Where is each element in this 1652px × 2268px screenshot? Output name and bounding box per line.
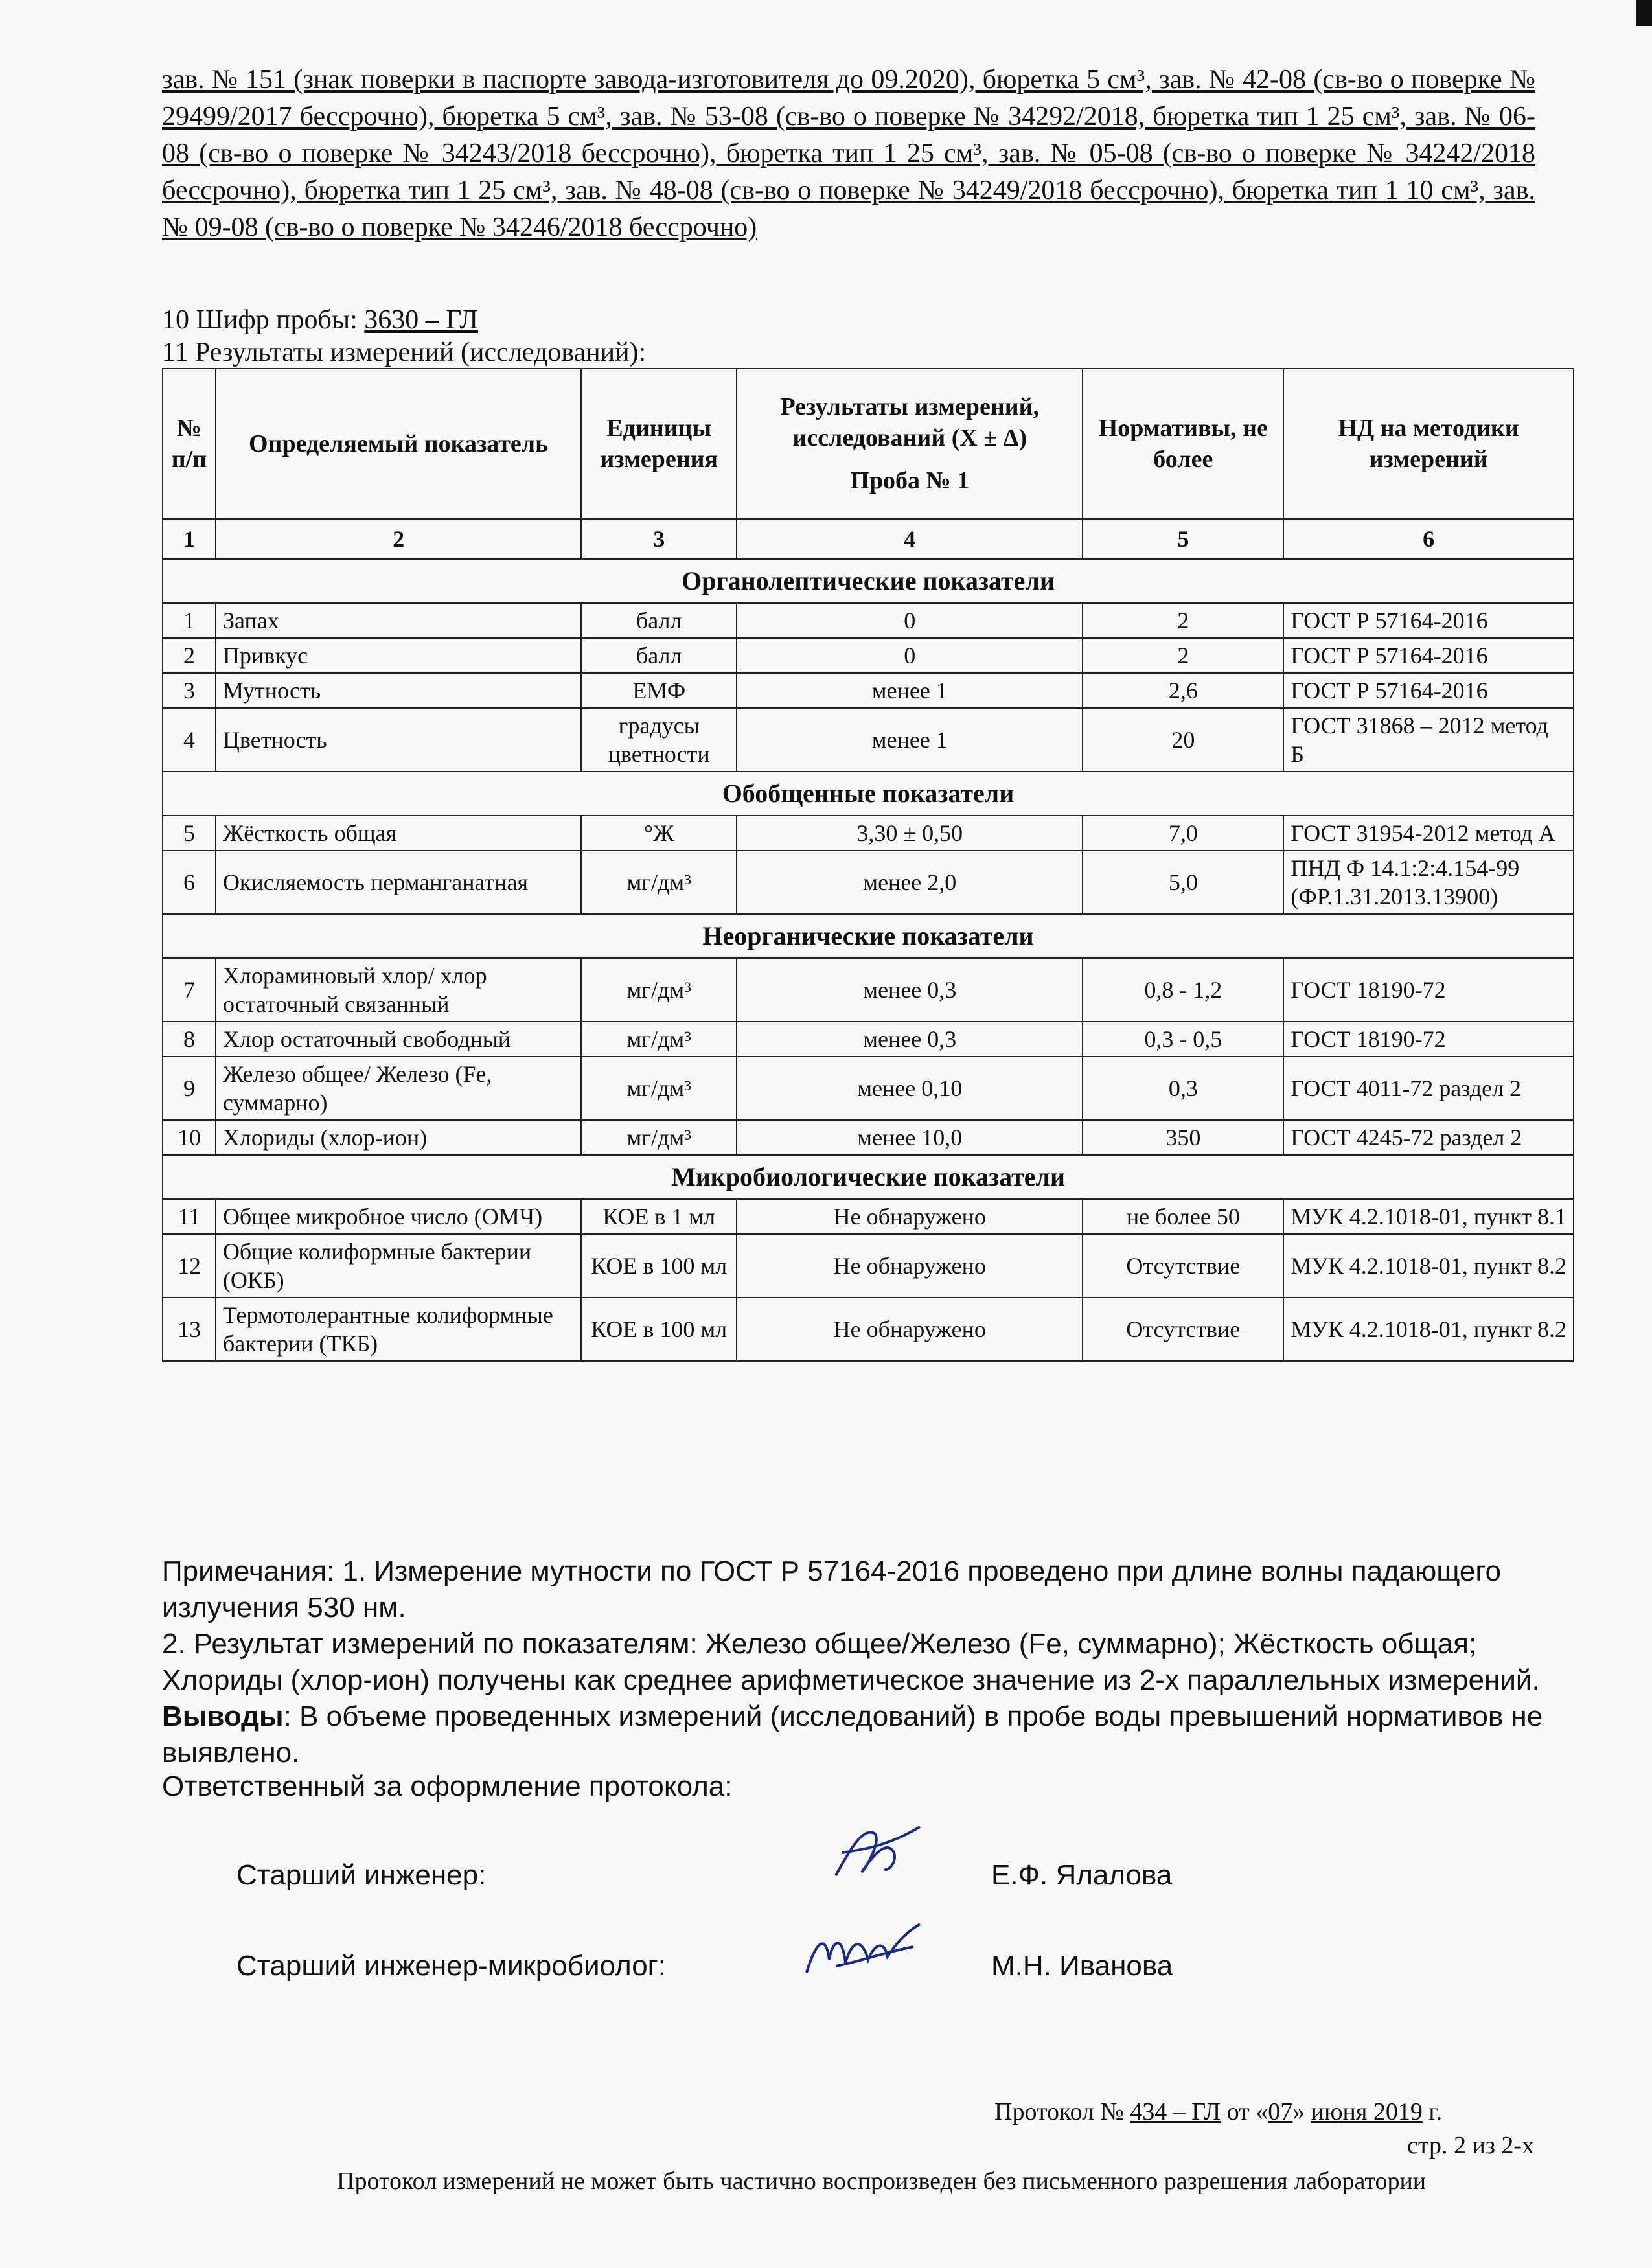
indicator-name: Хлораминовый хлор/ хлор остаточный связанный [216,958,581,1022]
header-sample-label: Проба № 1 [850,467,970,494]
indicator-name: Запах [216,603,581,638]
result-cell: Не обнаружено [737,1199,1083,1234]
conclusion-text: : В объеме проведенных измерений (исследований) в пробе воды превышений нормативов не выявлено. [162,1701,1543,1769]
result-cell: 0 [737,638,1083,673]
method-cell: МУК 4.2.1018-01, пункт 8.1 [1283,1199,1574,1234]
signatory-name-2: М.Н. Иванова [991,1950,1173,1982]
row-number: 8 [163,1022,216,1057]
unit-cell: мг/дм³ [581,1120,737,1155]
table-row [163,603,1574,638]
unit-cell: мг/дм³ [581,1057,737,1120]
protocol-mid: » [1292,2098,1311,2125]
method-cell: ГОСТ Р 57164-2016 [1283,603,1574,638]
notes-block [162,1553,1555,1771]
section-header-row [163,772,1574,816]
table-row [163,673,1574,708]
indicator-name: Мутность [216,673,581,708]
disclaimer: Протокол измерений не может быть частично воспроизведен без письменного разрешения лаборатории [337,2168,1427,2195]
norm-cell: 2 [1083,638,1283,673]
protocol-from: от « [1221,2098,1268,2125]
norm-cell: 20 [1083,708,1283,772]
row-number: 13 [163,1298,216,1361]
protocol-prefix: Протокол № [994,2098,1130,2125]
row-number: 10 [163,1120,216,1155]
table-row [163,816,1574,851]
indicator-name: Хлориды (хлор-ион) [216,1120,581,1155]
signatory-name-1: Е.Ф. Ялалова [991,1859,1173,1891]
results-table-body [163,559,1574,1361]
unit-cell: КОЕ в 100 мл [581,1298,737,1361]
indicator-name: Привкус [216,638,581,673]
norm-cell: Отсутствие [1083,1234,1283,1298]
method-cell: ГОСТ Р 57164-2016 [1283,638,1574,673]
unit-cell: балл [581,603,737,638]
row-number: 5 [163,816,216,851]
method-cell: ПНД Ф 14.1:2:4.154-99 (ФР.1.31.2013.13900) [1283,851,1574,914]
method-cell: ГОСТ 4245-72 раздел 2 [1283,1120,1574,1155]
indicator-name: Общие колиформные бактерии (ОКБ) [216,1234,581,1298]
result-cell: менее 0,3 [737,1022,1083,1057]
norm-cell: 350 [1083,1120,1283,1155]
header-indicator: Определяемый показатель [216,369,581,519]
row-number: 6 [163,851,216,914]
signatory-role-1: Старший инженер: [236,1859,487,1891]
norm-cell: 2,6 [1083,673,1283,708]
row-number: 4 [163,708,216,772]
indicator-name: Цветность [216,708,581,772]
section-title: Органолептические показатели [163,559,1574,603]
protocol-reference [994,2098,1442,2126]
norm-cell: 0,3 - 0,5 [1083,1022,1283,1057]
table-row [163,638,1574,673]
indicator-name: Жёсткость общая [216,816,581,851]
edge-mark [1636,0,1652,26]
table-row [163,1298,1574,1361]
unit-cell: КОЕ в 1 мл [581,1199,737,1234]
responsible-label: Ответственный за оформление протокола: [162,1770,733,1802]
method-cell: ГОСТ Р 57164-2016 [1283,673,1574,708]
note-2: 2. Результат измерений по показателям: Железо общее/Железо (Fe, суммарно); Жёсткость общая; Хлориды (хлор-ион) получены как среднее арифметическое значение из 2-х параллельных измерений. [162,1628,1540,1696]
unit-cell: мг/дм³ [581,851,737,914]
norm-cell: 0,3 [1083,1057,1283,1120]
results-heading: 11 Результаты измерений (исследований): [162,338,647,367]
header-num: № п/п [163,369,216,519]
table-row [163,1120,1574,1155]
protocol-year: 2019 [1367,2098,1423,2125]
column-number: 1 [163,519,216,559]
indicator-name: Окисляемость перманганатная [216,851,581,914]
column-numbers-row [163,519,1574,559]
equipment-text: зав. № 151 (знак поверки в паспорте завода-изготовителя до 09.2020), бюретка 5 см³, зав. № 42-08 (св-во о поверке № 29499/2017 бессрочно), бюретка 5 см³, зав. № 53-08 (св-во о поверке № 34292/2018, бюретка тип 1 25 см³, зав. № 06-08 (св-во о поверке № 34243/2018 бессрочно), бюретка тип 1 25 см³, зав. № 05-08 (св-во о поверке № 34242/2018 бессрочно), бюретка тип 1 25 см³, зав. № 48-08 (св-во о поверке № 34249/2018 бессрочно), бюретка тип 1 10 см³, зав. № 09-08 (св-во о поверке № 34246/2018 бессрочно) [162,65,1535,242]
section-title: Неорганические показатели [163,914,1574,958]
method-cell: МУК 4.2.1018-01, пункт 8.2 [1283,1234,1574,1298]
section-header-row [163,559,1574,603]
unit-cell: ЕМФ [581,673,737,708]
section-title: Микробиологические показатели [163,1155,1574,1199]
row-number: 9 [163,1057,216,1120]
protocol-suffix: г. [1422,2098,1443,2125]
method-cell: ГОСТ 31868 – 2012 метод Б [1283,708,1574,772]
section-header-row [163,914,1574,958]
row-number: 11 [163,1199,216,1234]
signature-1 [823,1814,933,1892]
table-row [163,1022,1574,1057]
note-1: Примечания: 1. Измерение мутности по ГОСТ Р 57164-2016 проведено при длине волны падающего излучения 530 нм. [162,1555,1501,1623]
table-row [163,708,1574,772]
result-cell: менее 1 [737,673,1083,708]
header-units: Единицы измерения [581,369,737,519]
section-header-row [163,1155,1574,1199]
indicator-name: Термотолерантные колиформные бактерии (ТКБ) [216,1298,581,1361]
row-number: 12 [163,1234,216,1298]
signature-2 [797,1914,926,1986]
header-norm: Нормативы, не более [1083,369,1283,519]
norm-cell: 2 [1083,603,1283,638]
conclusion-label: Выводы [162,1701,284,1732]
table-row [163,958,1574,1022]
header-method: НД на методики измерений [1283,369,1574,519]
unit-cell: °Ж [581,816,737,851]
unit-cell: балл [581,638,737,673]
method-cell: ГОСТ 18190-72 [1283,1022,1574,1057]
result-cell: Не обнаружено [737,1298,1083,1361]
indicator-name: Общее микробное число (ОМЧ) [216,1199,581,1234]
column-number: 5 [1083,519,1283,559]
row-number: 2 [163,638,216,673]
sample-code-label: 10 Шифр пробы: [162,305,358,335]
result-cell: менее 1 [737,708,1083,772]
page-number: стр. 2 из 2-х [1407,2132,1534,2159]
method-cell: ГОСТ 31954-2012 метод А [1283,816,1574,851]
row-number: 1 [163,603,216,638]
row-number: 3 [163,673,216,708]
column-number: 6 [1283,519,1574,559]
sample-code-line [162,303,478,337]
method-cell: МУК 4.2.1018-01, пункт 8.2 [1283,1298,1574,1361]
results-table [162,368,1574,1362]
norm-cell: Отсутствие [1083,1298,1283,1361]
norm-cell: 5,0 [1083,851,1283,914]
result-cell: менее 2,0 [737,851,1083,914]
table-row [163,1234,1574,1298]
header-results-label: Результаты измерений, исследований (X ± Δ) [780,393,1040,452]
column-number: 4 [737,519,1083,559]
protocol-number: 434 – ГЛ [1130,2098,1221,2125]
result-cell: Не обнаружено [737,1234,1083,1298]
indicator-name: Железо общее/ Железо (Fe, суммарно) [216,1057,581,1120]
header-results [737,369,1083,519]
indicator-name: Хлор остаточный свободный [216,1022,581,1057]
table-row [163,1057,1574,1120]
result-cell: менее 10,0 [737,1120,1083,1155]
sample-code-value: 3630 – ГЛ [364,305,478,335]
unit-cell: КОЕ в 100 мл [581,1234,737,1298]
table-row [163,851,1574,914]
unit-cell: градусы цветности [581,708,737,772]
column-number: 3 [581,519,737,559]
norm-cell: 7,0 [1083,816,1283,851]
conclusion [162,1699,1555,1771]
protocol-month: июня [1311,2098,1368,2125]
method-cell: ГОСТ 4011-72 раздел 2 [1283,1057,1574,1120]
result-cell: менее 0,3 [737,958,1083,1022]
result-cell: менее 0,10 [737,1057,1083,1120]
unit-cell: мг/дм³ [581,958,737,1022]
protocol-day: 07 [1268,2098,1293,2125]
result-cell: 3,30 ± 0,50 [737,816,1083,851]
section-title: Обобщенные показатели [163,772,1574,816]
method-cell: ГОСТ 18190-72 [1283,958,1574,1022]
result-cell: 0 [737,603,1083,638]
table-row [163,1199,1574,1234]
unit-cell: мг/дм³ [581,1022,737,1057]
row-number: 7 [163,958,216,1022]
equipment-paragraph [162,62,1535,246]
signatory-role-2: Старший инженер-микробиолог: [236,1950,666,1982]
column-number: 2 [216,519,581,559]
norm-cell: 0,8 - 1,2 [1083,958,1283,1022]
norm-cell: не более 50 [1083,1199,1283,1234]
